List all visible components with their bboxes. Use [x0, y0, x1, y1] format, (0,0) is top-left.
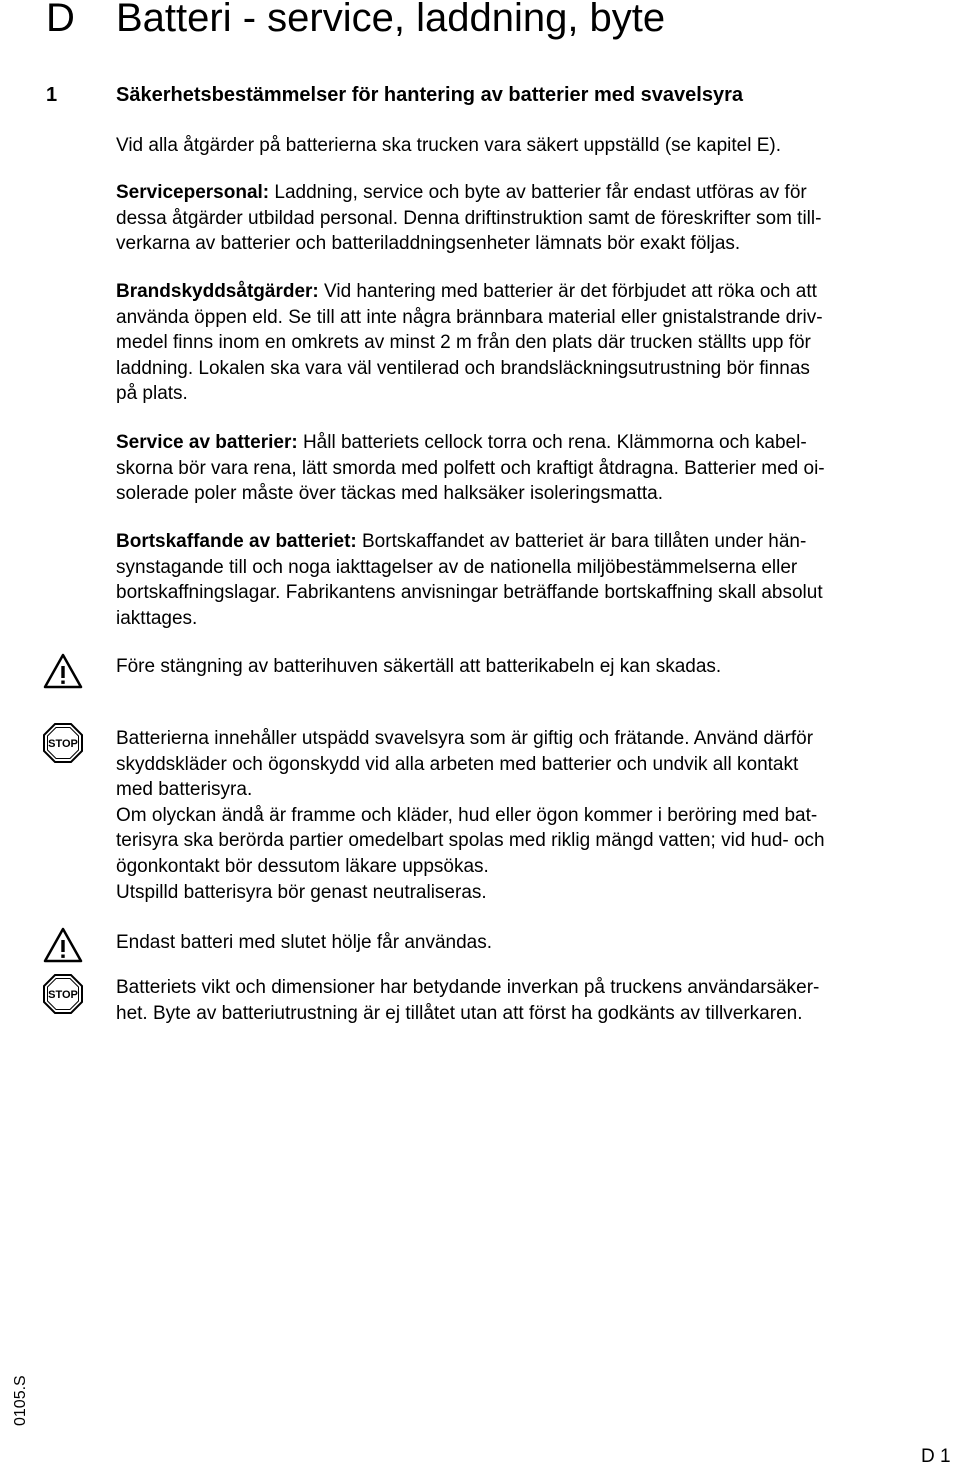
intro-paragraph: Vid alla åtgärder på batterierna ska trucken vara säkert uppställd (se kapitel E).	[116, 135, 781, 156]
service-batterier-paragraph	[116, 430, 958, 507]
section-number: 1	[46, 84, 58, 106]
stop-paragraph: Batterierna innehåller utspädd svavelsyra som är giftig och frätande. Använd därför skyddskläder och ögonskydd vid alla arbeten med batterier och undvik all kontakt med batterisyra. Om olyckan ändå är framme och kläder, hud eller ögon kommer i beröring med bat- terisyra ska berörda partier omedelbart spolas med riklig mängd vatten; vid hud- och ögonkontakt bör dessutom läkare uppsökas. Utspilld batterisyra bör genast neutraliseras.	[116, 728, 825, 903]
paragraph-text: Vid hantering med batterier är det förbjudet att röka och att använda öppen eld. Se till att inte några brännbara material eller gnistalstrande driv- medel finns inom en omkrets av minst 2 m från den plats där trucken ställts upp för laddning. Lokalen ska vara väl ventilerad och brandsläckningsutrustning bör finnas på plats.	[116, 281, 823, 405]
stop-sign-icon	[42, 973, 84, 1015]
paragraph-text: Håll batteriets cellock torra och rena. Klämmorna och kabel- skorna bör vara rena, lätt smorda med polfett och kraftigt åtdragna. Batterier med oi- solerade poler måste över täckas med halksäker isoleringsmatta.	[116, 432, 825, 505]
paragraph-lead: Servicepersonal:	[116, 182, 270, 203]
page-title: Batteri - service, laddning, byte	[116, 0, 666, 40]
servicepersonal-paragraph	[116, 180, 958, 257]
warning-paragraph: Före stängning av batterihuven säkertäll att batterikabeln ej kan skadas.	[116, 656, 722, 677]
bortskaffande-paragraph	[116, 529, 958, 631]
stop-sign-label: STOP	[48, 738, 78, 750]
stop-sign-icon	[42, 722, 84, 764]
stop-sign-label: STOP	[48, 989, 78, 1001]
paragraph-lead: Brandskyddsåtgärder:	[116, 281, 319, 302]
warning-triangle-icon	[42, 926, 84, 964]
document-code: 0105.S	[12, 1375, 29, 1426]
brandskydd-paragraph	[116, 279, 958, 407]
warning-paragraph: Endast batteri med slutet hölje får användas.	[116, 932, 493, 953]
page-number: D 1	[921, 1446, 951, 1467]
section-title: Säkerhetsbestämmelser för hantering av batterier med svavelsyra	[116, 84, 743, 106]
warning-triangle-icon	[42, 652, 84, 690]
stop-paragraph: Batteriets vikt och dimensioner har betydande inverkan på truckens användarsäker- het. Byte av batteriutrustning är ej tillåtet utan att först ha godkänts av tillverkaren.	[116, 977, 820, 1024]
paragraph-lead: Service av batterier:	[116, 432, 298, 453]
paragraph-text: Bortskaffandet av batteriet är bara tillåten under hän- synstagande till och noga iakttagelser av de nationella miljöbestämmelserna eller bortskaffningslagar. Fabrikantens anvisningar beträffande bortskaffning skall absolut iakttages.	[116, 531, 823, 629]
paragraph-lead: Bortskaffande av batteriet:	[116, 531, 357, 552]
chapter-letter: D	[46, 0, 75, 40]
paragraph-text: Laddning, service och byte av batterier får endast utföras av för dessa åtgärder utbildad personal. Denna driftinstruktion samt de föreskrifter som till- verkarna av batterier och batteriladdningsenheter lämnats bör exakt följas.	[116, 182, 822, 255]
